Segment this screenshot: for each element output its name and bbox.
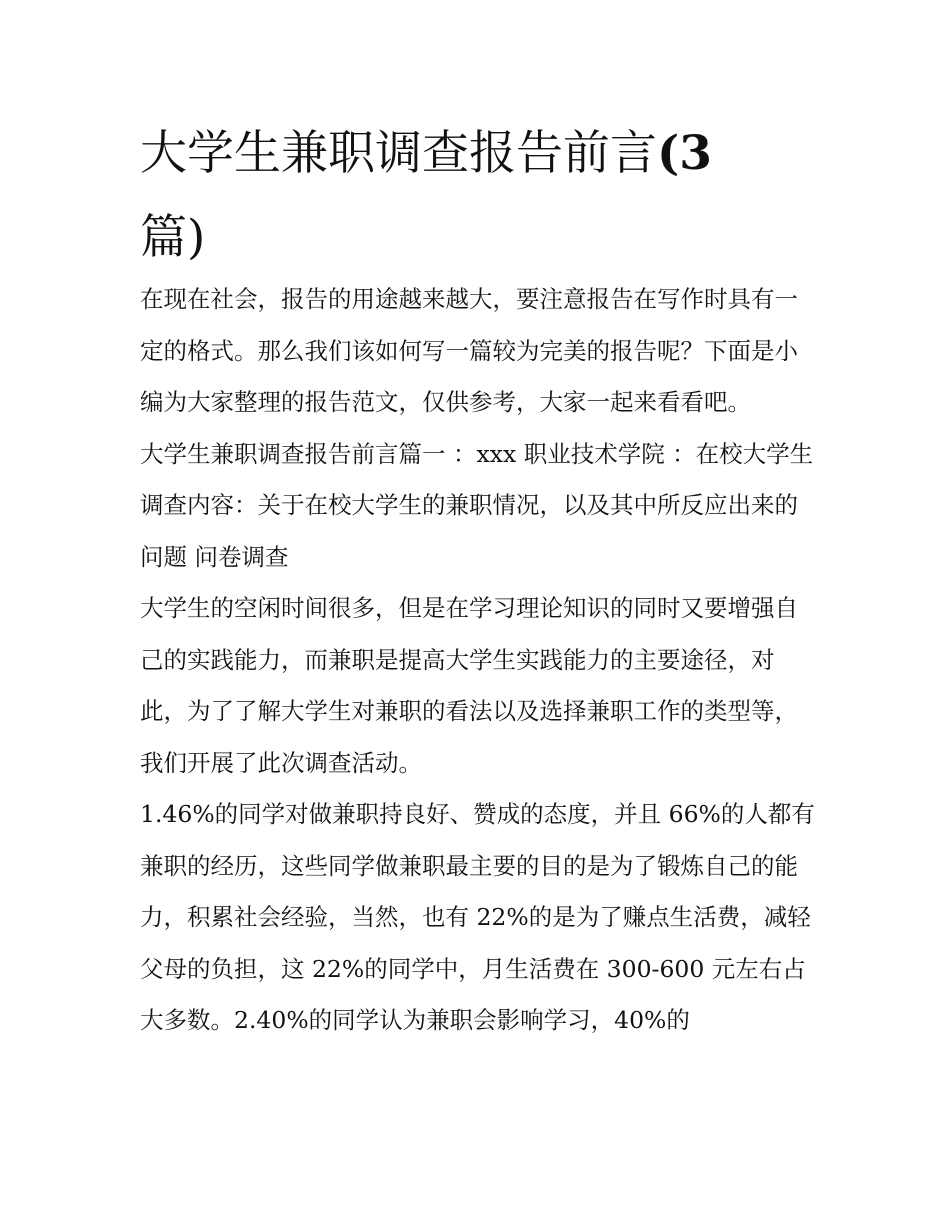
paragraph-findings: 1.46%的同学对做兼职持良好、赞成的态度，并且 66%的人都有兼职的经历，这些同学做兼职最主要的目的是为了锻炼自己的能力，积累社会经验，当然，也有 22%的是为了赚点生活费，减轻父母的负担，这 22%的同学中，月生活费在 300-600 元左右占大多数。2.40%的同学认为兼职会影响学习，40%的	[140, 800, 815, 1034]
document-body	[140, 274, 815, 1047]
title-paren: (3	[657, 126, 712, 181]
paragraph-intro: 在现在社会，报告的用途越来越大，要注意报告在写作时具有一定的格式。那么我们该如何写一篇较为完美的报告呢？下面是小编为大家整理的报告范文，仅供参考，大家一起来看看吧。	[140, 285, 798, 416]
paragraph-survey-info: 大学生兼职调查报告前言篇一 ：xxx 职业技术学院 ：在校大学生调查内容：关于在校大学生的兼职情况，以及其中所反应出来的问题 问卷调查	[140, 439, 814, 571]
title-line2: 篇)	[140, 210, 206, 265]
title-main: 大学生兼职调查报告前言	[140, 126, 657, 181]
paragraph-background: 大学生的空闲时间很多，但是在学习理论知识的同时又要增强自己的实践能力，而兼职是提高大学生实践能力的主要途径，对此，为了了解大学生对兼职的看法以及选择兼职工作的类型等，我们开展了此次调查活动。	[140, 594, 798, 777]
document-title	[140, 112, 780, 280]
